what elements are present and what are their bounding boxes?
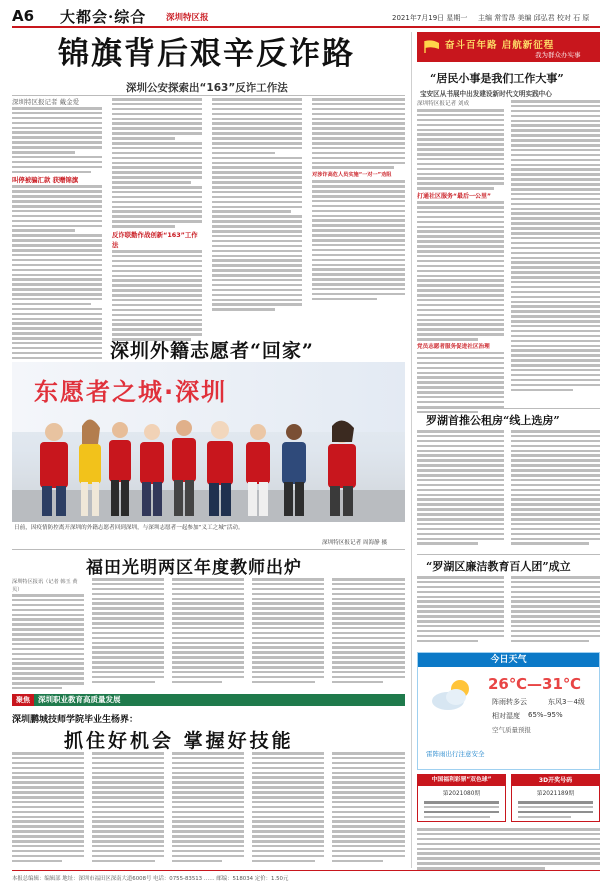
lead-section-3-title: 反诈联勤作战创新“163”工作法 (112, 231, 198, 250)
right-article-2-title: 罗湖首推公租房“线上选房” (426, 414, 560, 427)
person-1 (40, 423, 68, 516)
weather-title: 今日天气 (418, 653, 599, 667)
school-kicker: 深圳鹏城技师学院毕业生杨界： (12, 715, 139, 725)
teacher-column-4 (252, 578, 324, 686)
lottery-right-issue: 第2021189期 (536, 791, 575, 797)
teacher-column-2 (92, 578, 164, 686)
right-article-1-col-2 (511, 100, 600, 393)
person-3 (109, 422, 131, 516)
school-column-3 (172, 752, 244, 864)
lead-column-1 (12, 98, 102, 381)
right-article-1-body (417, 100, 600, 404)
section-bar (12, 694, 405, 706)
school-column-1 (12, 752, 84, 864)
teacher-body (12, 578, 405, 686)
lead-section-2-title: 对涉诈高危人员实施“一对一”劝阻 (312, 172, 392, 179)
lead-section-1-title: 叫停被骗汇款 获赠锦旗 (12, 176, 79, 185)
page-footer: 本报总编辑：编辑部 地址：深圳市福田区深南大道6008号 电话：0755-83513 …… 邮编：518034 定价：1.50元 (12, 876, 289, 882)
issue-date: 2021年7月19日 星期一 (392, 14, 468, 22)
lottery-left-issue: 第2021080期 (442, 791, 481, 797)
teacher-headline: 福田光明两区年度教师出炉 (86, 558, 302, 578)
page-number: A6 (12, 7, 35, 25)
paper-logo: 深圳特区报 (166, 13, 209, 23)
right-article-3-title: “罗湖区廉洁教育百人团”成立 (426, 560, 571, 573)
right-article-1-title: “居民小事是我们工作大事” (430, 72, 564, 85)
right-sub-2: 党员志愿者服务促进社区治理 (417, 343, 490, 350)
photo-credit: 深圳特区报记者 周海静 摄 (322, 540, 388, 546)
teacher-byline: 深圳特区报讯（记者 韩玉 黄贝） (12, 579, 78, 593)
weather-temperature: 26℃—31℃ (488, 675, 582, 693)
right-sub-1: 打通社区服务“最后一公里” (417, 193, 491, 201)
school-column-4 (252, 752, 324, 864)
weather-humidity-label: 相对湿度 (492, 712, 520, 720)
right-article-2-body (417, 430, 600, 548)
section-bar-tag: 聚焦 (12, 694, 34, 706)
lead-headline: 锦旗背后艰辛反诈路 (58, 36, 355, 72)
lead-column-4 (312, 98, 405, 303)
section-bar-title: 深圳职业教育高质量发展 (38, 695, 121, 704)
backdrop-sign: 东愿者之城·深圳 (34, 378, 228, 406)
teacher-column-1 (12, 578, 84, 692)
section-name: 大都会·综合 (60, 8, 147, 26)
person-7 (246, 424, 270, 516)
person-4 (140, 424, 164, 516)
school-headline: 抓住好机会 掌握好技能 (64, 730, 294, 752)
right-article-1-subtitle: 宝安区从书展中出发建设新时代文明实践中心 (420, 90, 552, 98)
lead-column-2 (112, 98, 202, 343)
banner (417, 32, 600, 62)
lead-subhead: 深圳公安探索出“163”反诈工作法 (126, 82, 288, 94)
school-column-5 (332, 752, 405, 864)
volunteer-caption: 日前，因疫情防控离开深圳的外籍志愿者回到深圳，与深圳志愿者一起参加“义工之城”活动。 (14, 525, 244, 531)
lottery-box (417, 774, 600, 824)
lead-column-3 (212, 98, 302, 313)
editors-line: 主编 常雪昂 美编 邱弘君 校对 石 原 (478, 14, 590, 22)
page-header (12, 6, 600, 28)
weather-condition: 阵雨转多云 (492, 698, 527, 706)
volunteer-headline: 深圳外籍志愿者“回家” (110, 340, 314, 362)
right-article-3-body (417, 576, 600, 650)
flag-icon (423, 40, 441, 54)
lead-byline: 深圳特区报记者 戴金爱 (12, 98, 80, 106)
lottery-left (417, 774, 506, 822)
volunteer-photo (12, 362, 405, 522)
person-2 (79, 419, 101, 516)
weather-humidity: 65%–95% (528, 711, 563, 719)
lottery-left-title: 中国福利彩票“双色球” (418, 775, 505, 786)
right-article-1-col-1 (417, 100, 504, 416)
weather-box (417, 652, 600, 770)
school-body (12, 752, 405, 864)
lottery-right (511, 774, 600, 822)
teacher-column-3 (172, 578, 244, 686)
volunteer-group (12, 362, 405, 522)
school-column-2 (92, 752, 164, 864)
right-article-1-byline: 深圳特区报记者 刘成 (417, 101, 470, 107)
banner-line-1: 奋斗百年路 启航新征程 (445, 40, 555, 51)
weather-aqi: 空气质量预报 (492, 726, 531, 734)
teacher-column-5 (332, 578, 405, 686)
person-8 (282, 424, 306, 516)
banner-line-2: 我为群众办实事 (535, 51, 581, 59)
person-5 (172, 420, 196, 516)
weather-wind: 东风3－4级 (548, 698, 585, 706)
lottery-right-title: 3D开奖号码 (512, 775, 599, 786)
lead-body (12, 98, 405, 338)
weather-tip: 雷阵雨出行注意安全 (426, 750, 485, 758)
person-9 (328, 420, 356, 516)
person-6 (207, 421, 233, 516)
cloud-sun-icon (426, 675, 478, 715)
